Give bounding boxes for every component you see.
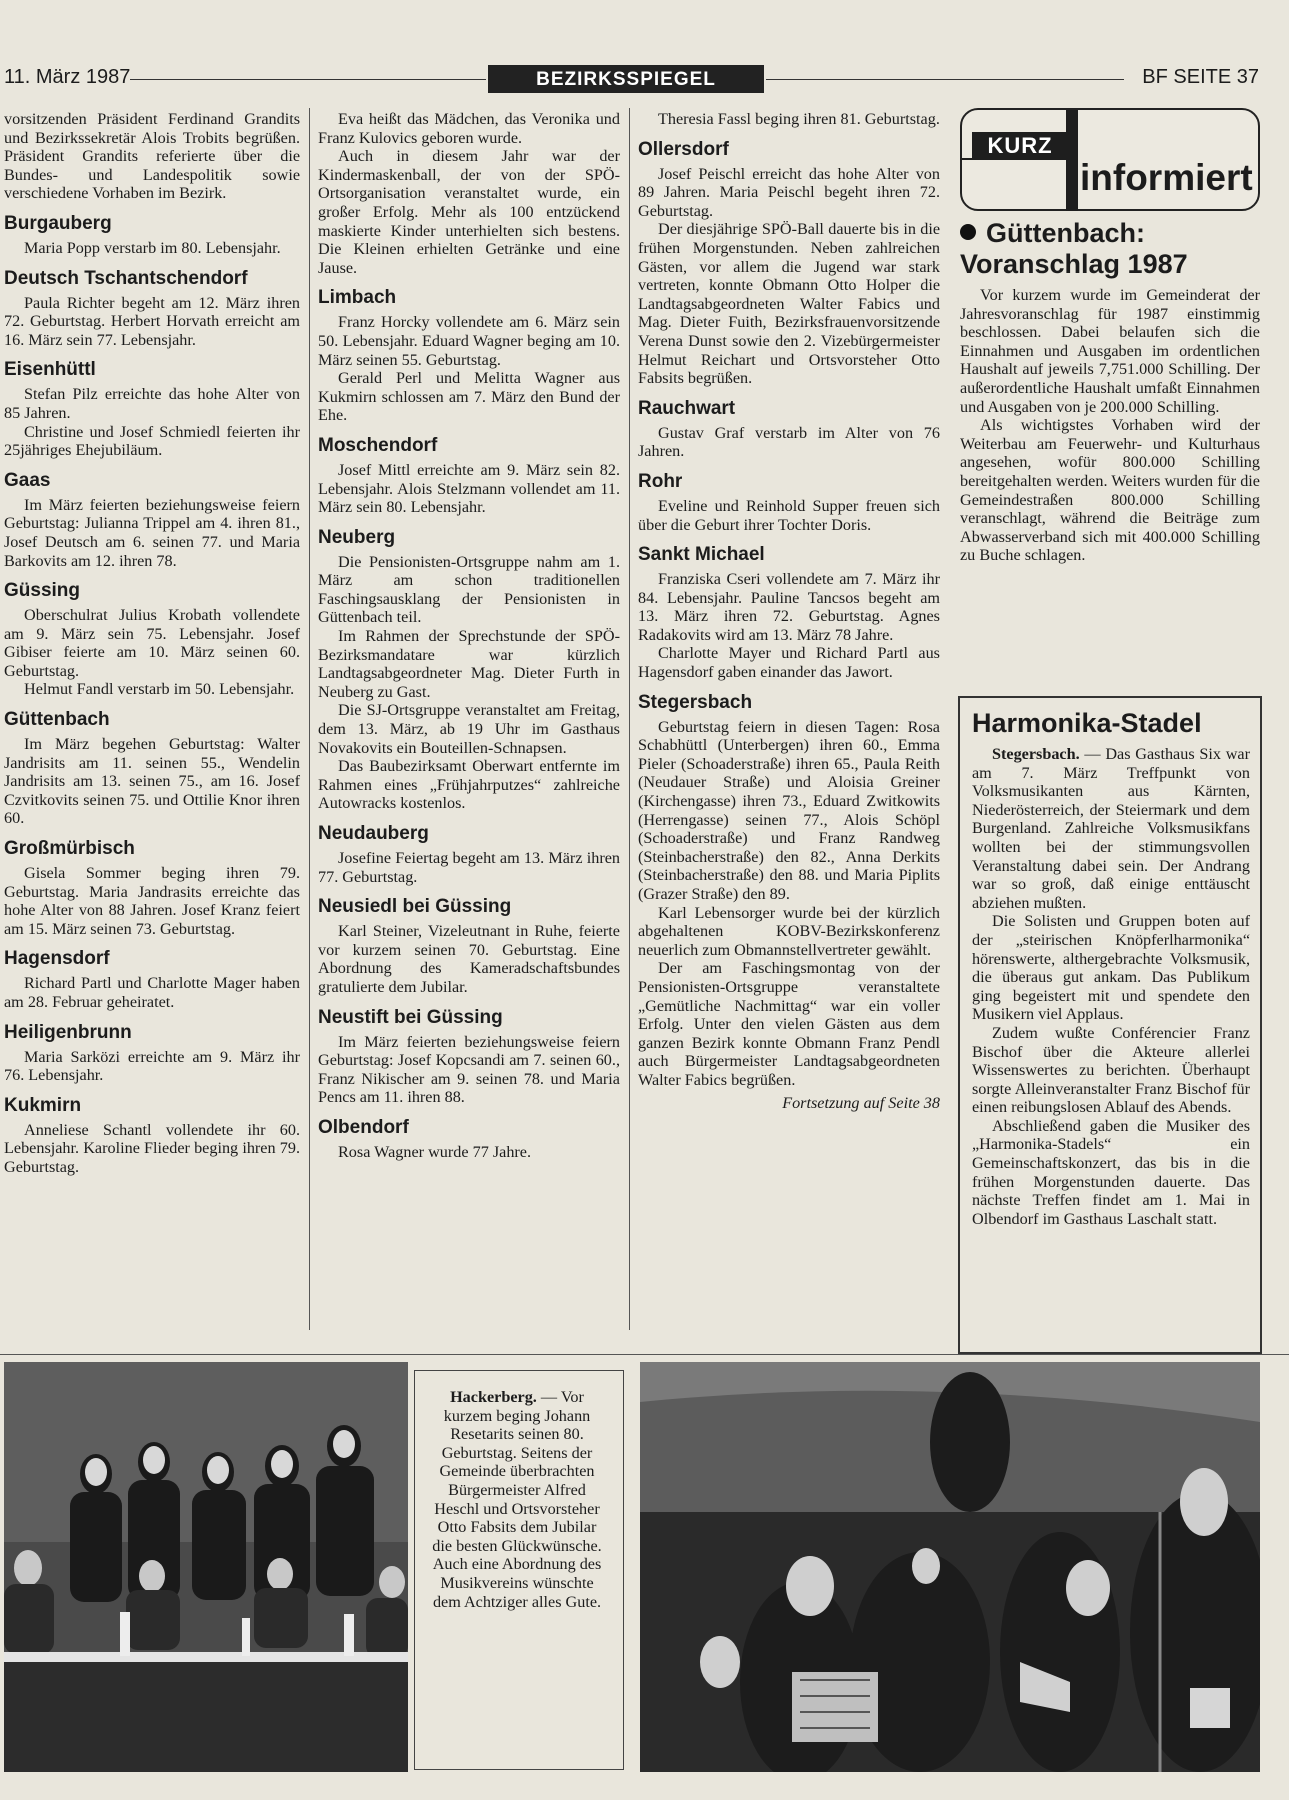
bottom-rule: [0, 1354, 1289, 1355]
paragraph: Im März feierten beziehungsweise feiern Geburtstag: Julianna Trippel am 4. ihren 81., Josef Deutsch am 6. seinen 77. und Maria Barkovits am 12. ihren 78.: [4, 495, 300, 570]
paragraph: Stefan Pilz erreichte das hohe Alter von 85 Jahren.: [4, 385, 300, 422]
logo-tab: KURZ: [972, 132, 1068, 160]
paragraph: Karl Steiner, Vizeleutnant in Ruhe, feierte vor kurzem seinen 70. Geburtstag. Eine Abordnung des Kameradschaftsbundes gratulierte dem Jubilar.: [318, 922, 620, 996]
paragraph: Josef Mittl erreichte am 9. März sein 82. Lebensjahr. Alois Stelzmann vollendet am 11. März sein 80. Lebensjahr.: [318, 460, 620, 517]
paragraph: Als wichtigstes Vorhaben wird der Weiterbau am Feuerwehr- und Kulturhaus angesehen, wofür 800.000 Schilling bereitgehalten werden. Weiters wurden für die Gemeindestraßen 800.000 Schilling veranschlagt, während die Beiträge zum Abwasserverband sich mit 400.000 Schilling zu Buche schlagen.: [960, 416, 1260, 565]
heading-deutsch-tschantschendorf: Deutsch Tschantschendorf: [4, 267, 248, 289]
paragraph: Maria Popp verstarb im 80. Lebensjahr.: [24, 238, 281, 257]
header-date: 11. März 1987: [4, 66, 131, 88]
header-rule-right: [766, 79, 1124, 80]
logo-bar: [1066, 110, 1078, 211]
column-1: [4, 110, 300, 1177]
paragraph: Helmut Fandl verstarb im 50. Lebensjahr.: [24, 680, 295, 699]
paragraph: Im März begehen Geburtstag: Walter Jandrisits am 11. seinen 55., Wendelin Jandrisits am 13. seinen 75., am 16. Josef Czvitkovits seinen 75. und Ottilie Knor ihren 60.: [4, 735, 300, 828]
paragraph: Richard Partl und Charlotte Mager haben am 28. Februar geheiratet.: [4, 974, 300, 1011]
paragraph: Maria Sarközi erreichte am 9. März ihr 76. Lebensjahr.: [4, 1047, 300, 1085]
kurz-informiert-logo: [960, 108, 1260, 211]
caption-text: — Vor kurzem beging Johann Resetarits seinen 80. Geburtstag. Seitens der Gemeinde überbrachten Bürgermeister Alfred Heschl und Ortsvorsteher Otto Fabsits dem Jubilar die besten Glückwünsche. Auch eine Abordnung des Musikvereins wünschte dem Achtziger alles Gute.: [432, 1388, 602, 1611]
paragraph: Eveline und Reinhold Supper freuen sich über die Geburt ihrer Tochter Doris.: [638, 496, 940, 534]
header-rule-left: [130, 79, 486, 80]
column-rule: [629, 108, 630, 1330]
paragraph: Paula Richter begeht am 12. März ihren 72. Geburtstag. Herbert Horvath erreicht am 16. März sein 77. Lebensjahr.: [4, 293, 300, 349]
paragraph: Josef Peischl erreicht das hohe Alter von 89 Jahren. Maria Peischl begeht ihren 72. Geburtstag.: [638, 164, 940, 220]
paragraph: Geburtstag feiern in diesen Tagen: Rosa Schabhüttl (Unterbergen) ihren 60., Emma Pieler (Schoaderstraße) ihren 65., Paula Reith (Neudauer Straße) und Aloisia Greiner (Kirchengasse) ihren 73., Eduard Zwitkowits (Herrengasse) seinen 77., Alois Schöpl (Schoaderstraße) und Franz Randweg (Steinbacherstraße) den 82., Anna Derkits (Steinbacherstraße) den 88. und Maria Piplits (Grazer Straße) den 89.: [638, 717, 940, 903]
paragraph: Auch in diesem Jahr war der Kindermaskenball, der von der SPÖ-Ortsorganisation veranstaltet wurde, ein großer Erfolg. Mehr als 100 entzückend maskierte Kinder unterhielten sich bestens. Die Kleinen erhielten Getränke und eine Jause.: [318, 147, 620, 277]
paragraph: Karl Lebensorger wurde bei der kürzlich abgehaltenen KOBV-Bezirkskonferenz neuerlich zum Obmannstellvertreter gewählt.: [638, 903, 940, 959]
paragraph: Der diesjährige SPÖ-Ball dauerte bis in die frühen Morgenstunden. Neben zahlreichen Gästen, vor allem die Jugend war stark vertreten, konnte Obmann Otto Holper die Landtagsabgeordneten Walter Fabics und Mag. Dieter Fuith, Bezirksfrauenvorsitzende Verena Dunst sowie den 2. Vizebürgermeister Helmut Reichart und Ortsvorsteher Otto Fabsits begrüßen.: [638, 220, 940, 388]
column-2: [318, 110, 620, 1162]
bullet-icon: [960, 224, 976, 240]
paragraph: Der am Faschingsmontag von der Pensionisten-Ortsgruppe veranstaltete „Gemütliche Nachmittag“ war ein voller Erfolg. Unter den vielen Gästen aus dem ganzen Bezirk konnte Obmann Franz Pendl auch Bürgermeister Landtagsabgeordneten Walter Fabics begrüßen.: [638, 959, 940, 1089]
paragraph: Die Pensionisten-Ortsgruppe nahm am 1. März am schon traditionellen Faschingsausklang der Pensionisten in Güttenbach teil.: [318, 552, 620, 627]
heading-neuberg: Neuberg: [318, 526, 396, 548]
page-number: BF SEITE 37: [1142, 66, 1259, 88]
heading-hagensdorf: Hagensdorf: [4, 948, 110, 970]
paragraph: Franz Horcky vollendete am 6. März sein 50. Lebensjahr. Eduard Wagner beging am 10. März seinen 55. Geburtstag.: [318, 313, 620, 369]
column-rule: [309, 108, 310, 1330]
paragraph: Gustav Graf verstarb im Alter von 76 Jahren.: [638, 423, 940, 461]
article-title: [960, 218, 1260, 280]
column-3: [638, 110, 940, 1112]
heading-rohr: Rohr: [638, 470, 683, 492]
logo-word: informiert: [1080, 157, 1253, 198]
paragraph: Gerald Perl und Melitta Wagner aus Kukmirn schlossen am 7. März den Bund der Ehe.: [318, 369, 620, 425]
paragraph: Die SJ-Ortsgruppe veranstaltet am Freitag, dem 13. März, ab 19 Uhr im Gasthaus Novakovits ein Bouteillen-Schnapsen.: [318, 701, 620, 757]
paragraph: Im März feierten beziehungsweise feiern Geburtstag: Josef Kopcsandi am 7. seinen 60., Franz Nikischer am 9. seinen 78. und Maria Pencs am 11. ihren 88.: [318, 1032, 620, 1107]
heading-ollersdorf: Ollersdorf: [638, 138, 729, 160]
guettenbach-budget-article: [960, 218, 1260, 565]
paragraph: Abschließend gaben die Musiker des „Harmonika-Stadels“ ein Gemeinschaftskonzert, das bis in die frühen Morgenstunden dauerte. Das nächste Treffen findet am 1. Mai in Olbendorf im Gasthaus Laschalt statt.: [972, 1116, 1250, 1228]
paragraph: Vor kurzem wurde im Gemeinderat der Jahresvoranschlag für 1987 einstimmig beschlossen. Dabei belaufen sich die Einnahmen und Ausgaben im ordentlichen Haushalt auf jeweils 7,751.000 Schilling. Der außerordentliche Haushalt umfaßt Einnahmen und Ausgaben von je 200.000 Schilling.: [960, 286, 1260, 416]
paragraph: Das Baubezirksamt Oberwart entfernte im Rahmen eines „Frühjahrputzes“ zahlreiche Autowracks kostenlos.: [318, 757, 620, 813]
paragraph: Im Rahmen der Sprechstunde der SPÖ-Bezirksmandatare war kürzlich Landtagsabgeordneter Mag. Dieter Furth in Neuberg zu Gast.: [318, 627, 620, 701]
heading-sankt-michael: Sankt Michael: [638, 544, 765, 566]
paragraph: vorsitzenden Präsident Ferdinand Grandits und Bezirkssekretär Alois Trobits begrüßen. Präsident Grandits referierte über die Bundes- und Landespolitik sowie verschiedene Vorhaben im Bezirk.: [4, 110, 300, 203]
heading-gaas: Gaas: [4, 469, 51, 491]
dateline: Stegersbach.: [992, 745, 1080, 763]
heading-guettenbach: Güttenbach: [4, 709, 110, 731]
paragraph: Rosa Wagner wurde 77 Jahre.: [338, 1142, 532, 1161]
heading-stegersbach: Stegersbach: [638, 691, 753, 713]
heading-olbendorf: Olbendorf: [318, 1116, 409, 1138]
article-title: Harmonika-Stadel: [972, 708, 1202, 738]
paragraph: [972, 745, 1250, 912]
section-title: BEZIRKSSPIEGEL: [488, 65, 764, 93]
title-line-2: Voranschlag 1987: [960, 249, 1188, 279]
heading-neusiedl: Neusiedl bei Güssing: [318, 896, 512, 918]
heading-moschendorf: Moschendorf: [318, 434, 438, 456]
paragraph: Charlotte Mayer und Richard Partl aus Hagensdorf gaben einander das Jawort.: [638, 644, 940, 682]
heading-burgauberg: Burgauberg: [4, 212, 112, 234]
heading-neudauberg: Neudauberg: [318, 823, 429, 844]
paragraph: Gisela Sommer beging ihren 79. Geburtstag. Maria Jandrasits erreichte das hohe Alter von 88 Jahren. Josef Kranz feiert am 15. März seinen 73. Geburtstag.: [4, 864, 300, 938]
paragraph: Oberschulrat Julius Krobath vollendete am 9. März sein 75. Lebensjahr. Josef Gibiser feierte am 10. März seinen 60. Geburtstag.: [4, 606, 300, 680]
paragraph: Zudem wußte Conférencier Franz Bischof über die Akteure allerlei Wissenswertes zu berichten. Überhaupt sorgte Alleinveranstalter Franz Bischof für einen reibungslosen Ablauf des Abends.: [972, 1023, 1250, 1117]
paragraph: Christine und Josef Schmiedl feierten ihr 25jähriges Ehejubiläum.: [4, 422, 300, 460]
heading-limbach: Limbach: [318, 287, 397, 309]
musicians-photo: [640, 1362, 1260, 1772]
continued-note: Fortsetzung auf Seite 38: [782, 1093, 940, 1112]
heading-grossmuerbisch: Großmürbisch: [4, 838, 135, 860]
heading-heiligenbrunn: Heiligenbrunn: [4, 1021, 132, 1043]
harmonika-article: [972, 708, 1250, 1228]
paragraph: Theresia Fassl beging ihren 81. Geburtstag.: [658, 110, 940, 128]
heading-rauchwart: Rauchwart: [638, 397, 736, 419]
heading-neustift: Neustift bei Güssing: [318, 1006, 503, 1028]
paragraph: Josefine Feiertag begeht am 13. März ihren 77. Geburtstag.: [318, 849, 620, 886]
caption-dateline: Hackerberg.: [450, 1388, 537, 1406]
group-photo: [4, 1362, 408, 1772]
text: — Das Gasthaus Six war am 7. März Treffpunkt von Volksmusikanten aus Kärnten, Niederösterreich, der Steiermark und dem Burgenland. Zahlreiche Volksmusikfans wollten bei der stimmungsvollen Veranstaltung dabei sein. Der Andrang war so groß, daß einige enttäuscht abziehen mußten.: [972, 745, 1250, 912]
paragraph: Eva heißt das Mädchen, das Veronika und Franz Kulovics geboren wurde.: [318, 110, 620, 147]
photo-caption: [428, 1388, 606, 1611]
heading-guessing: Güssing: [4, 580, 81, 602]
paragraph: Die Solisten und Gruppen boten auf der „steirischen Knöpferlharmonika“ hörenswerte, althergebrachte Volksmusik, die überaus gut ankam. Das Publikum ging begeistert mit und spendete den Musikern viel Applaus.: [972, 912, 1250, 1024]
title-line-1: Güttenbach:: [986, 218, 1145, 248]
heading-kukmirn: Kukmirn: [4, 1094, 82, 1116]
heading-eisenhuettl: Eisenhüttl: [4, 359, 96, 381]
paragraph: Anneliese Schantl vollendete ihr 60. Lebensjahr. Karoline Flieder beging ihren 79. Geburtstag.: [4, 1120, 300, 1176]
paragraph: Franziska Cseri vollendete am 7. März ihr 84. Lebensjahr. Pauline Tancsos begeht am 13. März ihren 72. Geburtstag. Agnes Radakovits wird am 13. März 78 Jahre.: [638, 570, 940, 644]
